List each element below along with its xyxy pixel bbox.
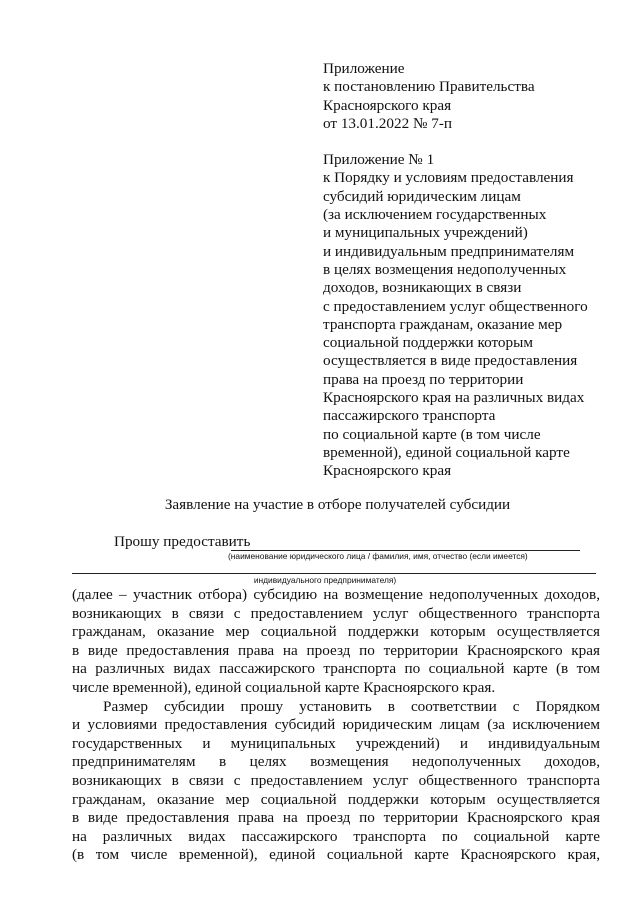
appendix-sub-line: временной), единой социальной карте bbox=[323, 443, 570, 461]
appendix-sub-line: Красноярского края на различных видах bbox=[323, 389, 585, 407]
paragraph-line: в виде предоставления права на проезд по территории Красноярского края bbox=[72, 809, 600, 827]
appendix-sub-line: субсидий юридическим лицам bbox=[323, 187, 521, 205]
paragraph-line: числе временной), единой социальной карте Красноярского края. bbox=[72, 678, 496, 696]
appendix-sub-line: Приложение № 1 bbox=[323, 151, 435, 169]
appendix-sub-line: и индивидуальным предпринимателям bbox=[323, 242, 575, 260]
appendix-sub-line: доходов, возникающих в связи bbox=[323, 279, 522, 297]
applicant-name-caption: (наименование юридического лица / фамилия, имя, отчество (если имеется) bbox=[228, 551, 528, 561]
appendix-sub-line: пассажирского транспорта bbox=[323, 407, 496, 425]
appendix-header-line: Приложение bbox=[323, 60, 405, 77]
appendix-sub-line: права на проезд по территории bbox=[323, 370, 524, 388]
appendix-sub-line: к Порядку и условиям предоставления bbox=[323, 169, 574, 187]
paragraph-line: Размер субсидии прошу установить в соответствии с Порядком bbox=[103, 697, 600, 715]
appendix-header-line: Красноярского края bbox=[323, 96, 452, 114]
appendix-sub-line: с предоставлением услуг общественного bbox=[323, 297, 588, 315]
paragraph-line: (далее – участник отбора) субсидию на возмещение недополученных доходов, bbox=[72, 586, 600, 603]
appendix-header-line: от 13.01.2022 № 7-п bbox=[323, 114, 453, 132]
ask-label: Прошу предоставить bbox=[114, 533, 251, 550]
paragraph-line: (в том числе временной), единой социальной карте Красноярского края, bbox=[72, 846, 600, 864]
paragraph-line: на различных видах пассажирского транспорта по социальной карте bbox=[72, 827, 600, 845]
paragraph-line: возникающих в связи с предоставлением услуг общественного транспорта bbox=[72, 604, 600, 622]
appendix-spacer bbox=[323, 133, 588, 151]
paragraph-line: государственных и муниципальных учреждений) и индивидуальным bbox=[72, 734, 600, 752]
paragraph-line: в виде предоставления права на проезд по территории Красноярского края bbox=[72, 641, 600, 659]
form-title: Заявление на участие в отборе получателей субсидии bbox=[164, 496, 511, 513]
paragraph-line: возникающих в связи с предоставлением услуг общественного транспорта bbox=[72, 771, 600, 789]
appendix-sub-line: осуществляется в виде предоставления bbox=[323, 352, 578, 370]
appendix-sub-line: Красноярского края bbox=[323, 462, 452, 480]
appendix-sub-line: и муниципальных учреждений) bbox=[323, 224, 528, 242]
paragraph-line: на различных видах пассажирского транспорта по социальной карте (в том bbox=[72, 660, 600, 678]
appendix-sub-line: (за исключением государственных bbox=[323, 206, 547, 224]
appendix-sub-line: транспорта гражданам, оказание мер bbox=[323, 315, 563, 333]
applicant-ie-caption: индивидуального предпринимателя) bbox=[253, 575, 397, 585]
appendix-sub-line: в целях возмещения недополученных bbox=[323, 260, 567, 278]
paragraph-line: гражданам, оказание мер социальной поддержки которым осуществляется bbox=[72, 623, 600, 641]
paragraph-line: предпринимателям в целях возмещения недополученных доходов, bbox=[72, 753, 600, 771]
appendix-sub-line: социальной поддержки которым bbox=[323, 334, 533, 352]
body-text bbox=[72, 586, 600, 865]
applicant-name-blank-continued[interactable] bbox=[72, 573, 596, 574]
appendix-sub-line: по социальной карте (в том числе bbox=[323, 425, 541, 443]
paragraph-line: гражданам, оказание мер социальной поддержки которым осуществляется bbox=[72, 790, 600, 808]
appendix-block bbox=[323, 60, 588, 481]
appendix-header-line: к постановлению Правительства bbox=[323, 78, 535, 96]
paragraph-line: и условиями предоставления субсидий юридическим лицам (за исключением bbox=[72, 716, 600, 734]
